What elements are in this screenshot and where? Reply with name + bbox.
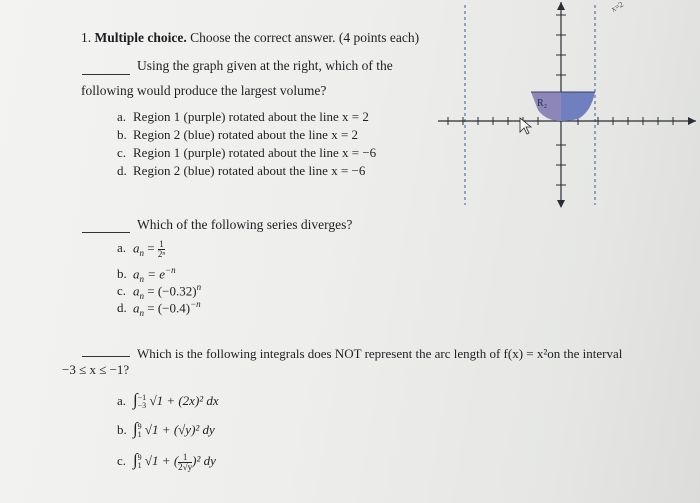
question-heading: [81, 30, 419, 46]
part-a-prompt-line1: Using the graph given at the right, which of the: [137, 58, 393, 73]
answer-blank-2[interactable]: [82, 232, 130, 233]
question-title: Multiple choice.: [94, 30, 187, 45]
part-a-option-a: a. Region 1 (purple) rotated about the line x = 2: [117, 109, 369, 124]
part-a-option-d: d. Region 2 (blue) rotated about the line x = −6: [117, 163, 366, 178]
part-c-interval: −3 ≤ x ≤ −1?: [62, 362, 130, 377]
region-2-blue: [561, 92, 595, 121]
fraction: $\frac{1}{\text{2ⁿ}}$: [157, 239, 166, 259]
region-graph: [438, 0, 700, 215]
region-label: R₂: [537, 98, 548, 109]
part-c-prompt: Which is the following integrals does NOT represent the arc length of f(x) = x²on the interval: [137, 346, 623, 361]
part-b-prompt: Which of the following series diverges?: [137, 217, 353, 232]
part-b-option-d: d. $a_n = (-0.4)^{-n}$: [117, 299, 201, 318]
question-number: 1.: [81, 30, 92, 45]
fraction: $\frac{1}{2√y}$: [178, 451, 193, 472]
answer-blank-1[interactable]: [82, 74, 130, 75]
part-a-prompt-line2: following would produce the largest volume?: [81, 83, 327, 98]
part-b-option-a: a. $a_n$ = $\frac{1}{\text{2ⁿ}}$: [117, 239, 166, 259]
part-c-option-b: b. ∫ 9 1 √1 + (√y)² dy: [117, 419, 215, 440]
part-a-option-b: b. Region 2 (blue) rotated about the line x = 2: [117, 127, 359, 142]
part-a-option-c: c. Region 1 (purple) rotated about the line x = −6: [117, 145, 377, 160]
part-c-option-a: a. ∫ −1 −3 √1 + (2x)² dx: [117, 390, 219, 411]
graph-top-label: x=2: [609, 0, 625, 14]
y-axis-arrow-icon: [557, 2, 565, 10]
y-axis-arrow-bottom-icon: [557, 200, 565, 208]
part-b-option-b: b. $a_n = e^{-n}$: [117, 265, 176, 284]
part-c-option-c: c. ∫ 9 1 √1 + ( $\frac{1}{2√y}$ )² dy: [117, 450, 216, 472]
question-instructions: Choose the correct answer. (4 points each): [190, 30, 420, 45]
part-b-option-c: c. $a_n = (-0.32)^n$: [117, 282, 202, 301]
answer-blank-3[interactable]: [82, 356, 130, 357]
x-axis-arrow-icon: [688, 117, 696, 125]
